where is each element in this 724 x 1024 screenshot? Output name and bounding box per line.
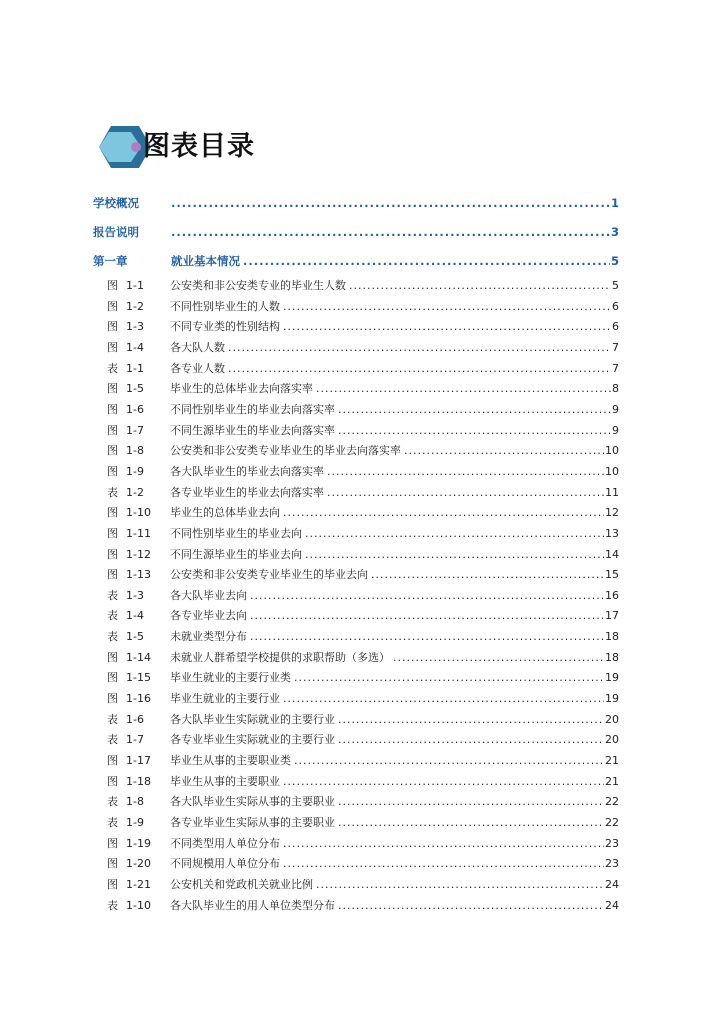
toc-page-number: 9 <box>612 423 619 437</box>
toc-page-number: 5 <box>610 254 619 268</box>
toc-page-number: 21 <box>605 754 619 767</box>
toc-item-kind: 表 <box>107 733 118 747</box>
toc-entry-title: 未就业人群希望学校提供的求职帮助（多选） <box>170 650 390 664</box>
toc-item-number: 1-6 <box>126 402 144 416</box>
toc-item-number: 1-10 <box>126 898 151 912</box>
toc-entry-title: 不同规模用人单位分布 <box>170 857 280 871</box>
toc-item-row[interactable] <box>0 772 724 792</box>
toc-entry <box>171 222 619 242</box>
toc-leader-dots <box>338 730 604 750</box>
toc-entry-title: 各大队人数 <box>170 340 225 354</box>
toc-item-row[interactable] <box>0 503 724 523</box>
toc-entry-title: 公安类和非公安类专业毕业生的毕业去向 <box>170 568 368 582</box>
toc-page-number: 14 <box>605 547 619 561</box>
toc-item-kind: 图 <box>107 423 118 437</box>
toc-entry-title: 各专业人数 <box>170 361 225 375</box>
toc-entry <box>170 668 619 688</box>
toc-entry <box>170 317 619 337</box>
toc-item-number: 1-10 <box>126 506 151 520</box>
toc-entry-title: 毕业生就业的主要行业类 <box>170 671 291 685</box>
toc-chapter-label: 第一章 <box>93 254 128 268</box>
toc-entry-title: 不同生源毕业生的毕业去向 <box>170 547 302 561</box>
toc-entry <box>170 875 619 895</box>
toc-item-row[interactable] <box>0 379 724 399</box>
toc-item-number: 1-8 <box>126 444 144 458</box>
toc-entry <box>170 586 619 606</box>
toc-item-kind: 图 <box>107 382 118 396</box>
toc-page-number: 22 <box>605 795 619 809</box>
toc-entry <box>170 854 619 874</box>
toc-page-number: 7 <box>612 340 619 354</box>
toc-entry <box>170 359 619 379</box>
toc-item-row[interactable] <box>0 792 724 812</box>
toc-entry <box>170 648 619 668</box>
toc-entry <box>170 503 619 523</box>
toc-item-row[interactable] <box>0 875 724 895</box>
toc-leader-dots <box>327 483 604 503</box>
toc-page-number: 1 <box>610 196 619 210</box>
toc-entry-title: 毕业生的总体毕业去向落实率 <box>170 382 313 396</box>
toc-item-row[interactable] <box>0 338 724 358</box>
toc-page-number: 21 <box>605 774 619 788</box>
toc-leader-dots <box>283 297 611 317</box>
toc-entry <box>170 834 619 854</box>
toc-item-number: 1-3 <box>126 320 144 334</box>
toc-item-row[interactable] <box>0 730 724 750</box>
toc-item-number: 1-11 <box>126 526 151 540</box>
toc-page-number: 15 <box>605 568 619 582</box>
toc-leader-dots <box>250 586 604 606</box>
toc-item-number: 1-13 <box>126 568 151 582</box>
toc-entry-title: 不同专业类的性别结构 <box>170 320 280 334</box>
toc-entry-title: 各大队毕业生实际从事的主要职业 <box>170 795 335 809</box>
toc-leader-dots <box>404 441 604 461</box>
toc-entry <box>171 251 619 271</box>
toc-leader-dots <box>228 359 611 379</box>
toc-item-number: 1-7 <box>126 733 144 747</box>
toc-item-number: 1-21 <box>126 877 151 891</box>
toc-item-row[interactable] <box>0 441 724 461</box>
toc-page-number: 23 <box>605 857 619 871</box>
toc-leader-dots <box>171 222 610 242</box>
toc-item-row[interactable] <box>0 896 724 916</box>
toc-item-kind: 图 <box>107 568 118 582</box>
toc-leader-dots <box>338 400 611 420</box>
toc-chapter-row[interactable] <box>0 193 724 213</box>
toc-item-row[interactable] <box>0 524 724 544</box>
toc-page-number: 10 <box>605 444 619 458</box>
toc-item-row[interactable] <box>0 689 724 709</box>
toc-entry <box>170 792 619 812</box>
toc-item-number: 1-3 <box>126 588 144 602</box>
toc-item-number: 1-20 <box>126 857 151 871</box>
toc-leader-dots <box>283 689 604 709</box>
toc-item-number: 1-7 <box>126 423 144 437</box>
toc-item-row[interactable] <box>0 462 724 482</box>
toc-entry-title: 不同类型用人单位分布 <box>170 836 280 850</box>
toc-page-number: 16 <box>605 588 619 602</box>
toc-item-row[interactable] <box>0 710 724 730</box>
toc-leader-dots <box>250 606 604 626</box>
toc-item-row[interactable] <box>0 565 724 585</box>
toc-entry <box>170 689 619 709</box>
toc-entry <box>170 483 619 503</box>
toc-page-number: 20 <box>605 712 619 726</box>
toc-entry-title: 公安类和非公安类专业的毕业生人数 <box>170 279 346 292</box>
toc-item-number: 1-16 <box>126 692 151 705</box>
toc-entry <box>170 627 619 647</box>
toc-entry-title: 各大队毕业生的毕业去向落实率 <box>170 464 324 478</box>
toc-entry <box>170 896 619 916</box>
toc-item-row[interactable] <box>0 400 724 420</box>
toc-item-row[interactable] <box>0 276 724 296</box>
page-title: 图表目录 <box>143 131 255 162</box>
toc-page-number: 5 <box>612 279 619 292</box>
toc-entry <box>170 545 619 565</box>
toc-item-row[interactable] <box>0 297 724 317</box>
toc-page-number: 24 <box>605 877 619 891</box>
toc-item-kind: 图 <box>107 836 118 850</box>
toc-item-number: 1-9 <box>126 815 144 829</box>
toc-leader-dots <box>228 338 611 358</box>
toc-item-number: 1-5 <box>126 382 144 396</box>
toc-item-row[interactable] <box>0 648 724 668</box>
toc-entry-title: 各专业毕业生实际从事的主要职业 <box>170 815 335 829</box>
toc-item-number: 1-19 <box>126 836 151 850</box>
toc-leader-dots <box>338 421 611 441</box>
toc-entry-title: 毕业生从事的主要职业 <box>170 774 280 788</box>
toc-item-kind: 图 <box>107 774 118 788</box>
toc-item-kind: 图 <box>107 299 118 313</box>
toc-page-number: 8 <box>612 382 619 396</box>
toc-entry-title: 不同性别毕业生的毕业去向落实率 <box>170 402 335 416</box>
toc-entry-title: 就业基本情况 <box>171 254 240 268</box>
toc-item-row[interactable] <box>0 545 724 565</box>
toc-entry-title: 公安类和非公安类专业毕业生的毕业去向落实率 <box>170 444 401 458</box>
toc-item-kind: 表 <box>107 485 118 499</box>
toc-page-number: 20 <box>605 733 619 747</box>
toc-page-number: 17 <box>605 609 619 623</box>
toc-entry <box>170 379 619 399</box>
toc-entry <box>170 400 619 420</box>
toc-entry-title: 各专业毕业生实际就业的主要行业 <box>170 733 335 747</box>
toc-chapter-label: 学校概况 <box>93 196 139 210</box>
toc-item-row[interactable] <box>0 359 724 379</box>
toc-page-number: 18 <box>605 630 619 643</box>
toc-leader-dots <box>305 524 604 544</box>
toc-item-kind: 表 <box>107 795 118 809</box>
toc-item-row[interactable] <box>0 668 724 688</box>
toc-chapter-label: 报告说明 <box>93 225 139 239</box>
toc-leader-dots <box>327 462 604 482</box>
toc-page-number: 7 <box>612 361 619 375</box>
toc-item-kind: 表 <box>107 712 118 726</box>
toc-page-number: 24 <box>605 898 619 912</box>
toc-leader-dots <box>243 251 610 271</box>
toc-page-number: 6 <box>612 320 619 334</box>
toc-item-row[interactable] <box>0 421 724 441</box>
toc-entry <box>170 421 619 441</box>
toc-entry <box>170 524 619 544</box>
toc-item-number: 1-18 <box>126 774 151 788</box>
toc-item-kind: 表 <box>107 361 118 375</box>
toc-item-kind: 图 <box>107 340 118 354</box>
toc-entry-title: 各专业毕业去向 <box>170 609 247 623</box>
toc-item-number: 1-17 <box>126 754 151 767</box>
toc-page-number: 13 <box>605 526 619 540</box>
toc-page-number: 18 <box>605 650 619 664</box>
toc-leader-dots <box>283 834 604 854</box>
toc-item-kind: 图 <box>107 650 118 664</box>
toc-item-row[interactable] <box>0 586 724 606</box>
toc-leader-dots <box>171 193 610 213</box>
toc-entry <box>170 710 619 730</box>
toc-page-number: 6 <box>612 299 619 313</box>
toc-page-number: 19 <box>605 692 619 705</box>
toc-leader-dots <box>349 276 611 296</box>
toc-leader-dots <box>283 772 604 792</box>
toc-item-number: 1-1 <box>126 279 144 292</box>
toc-item-kind: 表 <box>107 609 118 623</box>
toc-item-kind: 图 <box>107 671 118 685</box>
toc-entry <box>170 730 619 750</box>
toc-leader-dots <box>316 379 611 399</box>
toc-page-number: 10 <box>605 464 619 478</box>
toc-item-number: 1-1 <box>126 361 144 375</box>
toc-leader-dots <box>338 792 604 812</box>
toc-item-number: 1-6 <box>126 712 144 726</box>
toc-leader-dots <box>393 648 604 668</box>
toc-item-number: 1-5 <box>126 630 144 643</box>
toc-item-number: 1-14 <box>126 650 151 664</box>
toc-item-kind: 表 <box>107 588 118 602</box>
toc-entry <box>170 462 619 482</box>
toc-item-number: 1-9 <box>126 464 144 478</box>
toc-item-number: 1-4 <box>126 340 144 354</box>
toc-leader-dots <box>338 813 604 833</box>
toc-leader-dots <box>294 668 604 688</box>
toc-entry-title: 不同生源毕业生的毕业去向落实率 <box>170 423 335 437</box>
toc-leader-dots <box>338 896 604 916</box>
toc-item-kind: 图 <box>107 320 118 334</box>
toc-item-kind: 图 <box>107 526 118 540</box>
toc-item-kind: 图 <box>107 464 118 478</box>
toc-page-number: 9 <box>612 402 619 416</box>
toc-entry-title: 各大队毕业去向 <box>170 588 247 602</box>
toc-entry <box>170 297 619 317</box>
toc-entry <box>170 441 619 461</box>
toc-item-row[interactable] <box>0 854 724 874</box>
toc-entry-title: 未就业类型分布 <box>170 630 247 643</box>
toc-page-number: 12 <box>605 506 619 520</box>
toc-entry-title: 公安机关和党政机关就业比例 <box>170 877 313 891</box>
toc-leader-dots <box>338 710 604 730</box>
toc-item-row[interactable] <box>0 834 724 854</box>
toc-item-number: 1-2 <box>126 299 144 313</box>
toc-entry <box>170 813 619 833</box>
toc-item-number: 1-2 <box>126 485 144 499</box>
toc-entry-title: 毕业生就业的主要行业 <box>170 692 280 705</box>
toc-item-row[interactable] <box>0 606 724 626</box>
toc-leader-dots <box>371 565 604 585</box>
toc-entry <box>171 193 619 213</box>
toc-leader-dots <box>283 854 604 874</box>
toc-entry-title: 各大队毕业生实际就业的主要行业 <box>170 712 335 726</box>
toc-item-number: 1-12 <box>126 547 151 561</box>
toc-entry-title: 毕业生的总体毕业去向 <box>170 506 280 520</box>
toc-item-row[interactable] <box>0 751 724 771</box>
toc-item-kind: 图 <box>107 877 118 891</box>
toc-item-kind: 图 <box>107 402 118 416</box>
toc-leader-dots <box>250 627 604 647</box>
toc-item-number: 1-4 <box>126 609 144 623</box>
toc-item-kind: 图 <box>107 279 118 292</box>
toc-page-number: 11 <box>605 485 619 499</box>
toc-item-kind: 图 <box>107 547 118 561</box>
toc-entry-title: 不同性别毕业生的人数 <box>170 299 280 313</box>
toc-chapter-row[interactable] <box>0 222 724 242</box>
toc-item-row[interactable] <box>0 483 724 503</box>
toc-item-kind: 图 <box>107 506 118 520</box>
toc-leader-dots <box>294 751 604 771</box>
toc-entry-title: 不同性别毕业生的毕业去向 <box>170 526 302 540</box>
toc-item-row[interactable] <box>0 813 724 833</box>
toc-item-kind: 图 <box>107 754 118 767</box>
toc-entry <box>170 338 619 358</box>
toc-item-kind: 图 <box>107 692 118 705</box>
toc-leader-dots <box>305 545 604 565</box>
toc-entry <box>170 751 619 771</box>
toc-item-kind: 图 <box>107 444 118 458</box>
toc-entry <box>170 565 619 585</box>
toc-item-kind: 表 <box>107 898 118 912</box>
toc-page-number: 3 <box>610 225 619 239</box>
toc-item-number: 1-15 <box>126 671 151 685</box>
toc-chapter-row[interactable] <box>0 251 724 271</box>
toc-item-kind: 图 <box>107 857 118 871</box>
toc-item-row[interactable] <box>0 317 724 337</box>
toc-item-number: 1-8 <box>126 795 144 809</box>
toc-item-kind: 表 <box>107 630 118 643</box>
toc-leader-dots <box>283 317 611 337</box>
toc-entry-title: 各专业毕业生的毕业去向落实率 <box>170 485 324 499</box>
toc-item-kind: 表 <box>107 815 118 829</box>
toc-page-number: 22 <box>605 815 619 829</box>
toc-entry <box>170 606 619 626</box>
toc-leader-dots <box>283 503 604 523</box>
toc-entry <box>170 276 619 296</box>
toc-page-number: 23 <box>605 836 619 850</box>
toc-entry <box>170 772 619 792</box>
toc-page-number: 19 <box>605 671 619 685</box>
toc-leader-dots <box>316 875 604 895</box>
toc-entry-title: 毕业生从事的主要职业类 <box>170 754 291 767</box>
toc-entry-title: 各大队毕业生的用人单位类型分布 <box>170 898 335 912</box>
toc-item-row[interactable] <box>0 627 724 647</box>
